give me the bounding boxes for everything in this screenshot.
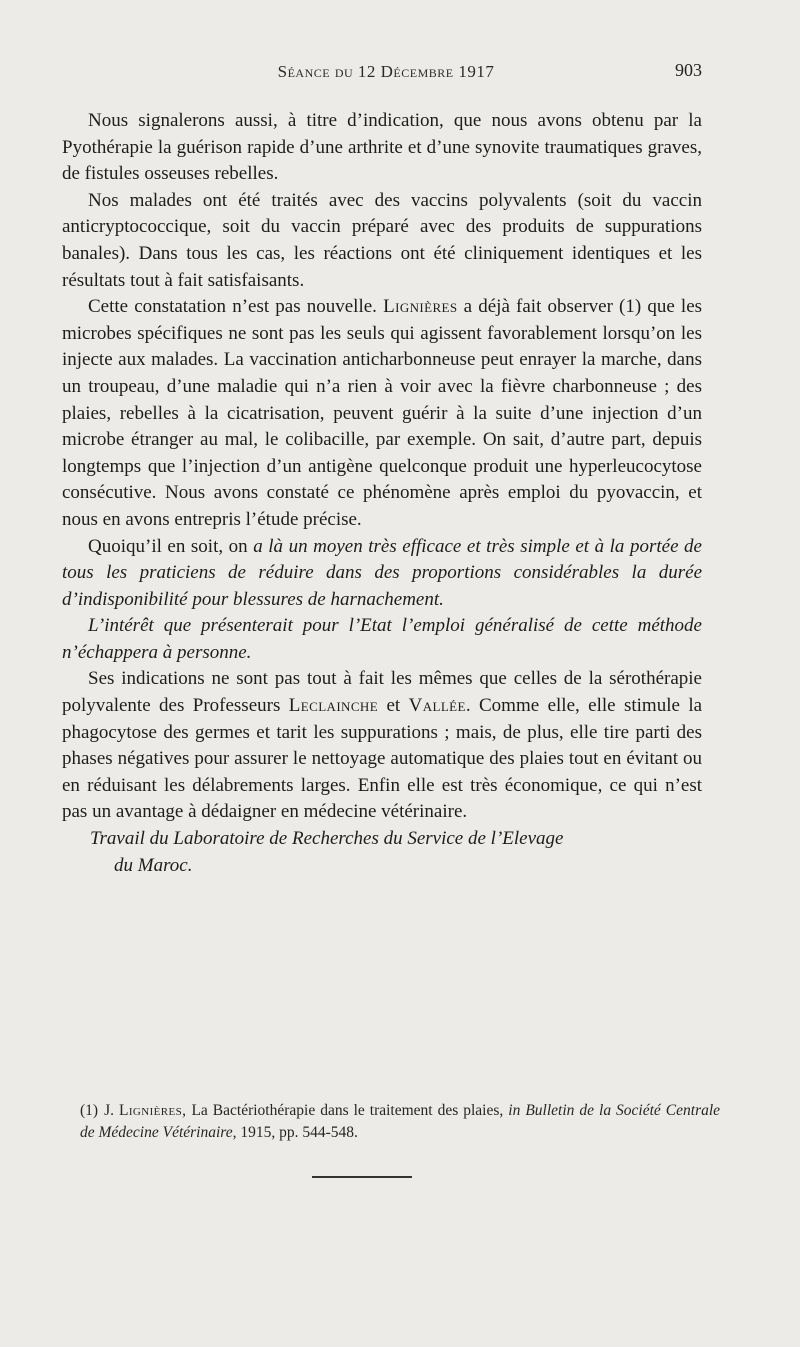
- paragraph-6: [62, 666, 702, 826]
- paragraph-1: Nous signalerons aussi, à titre d’indication, que nous avons obtenu par la Pyothérapie la guérison rapide d’une arthrite et d’une synovite traumatiques graves, de fistules osseuses rebelles.: [62, 110, 702, 185]
- author-name-lignieres: Lignières: [383, 296, 458, 318]
- author-name-vallee: Vallée: [408, 695, 466, 717]
- page-number: 903: [675, 60, 702, 80]
- footnote-year-pages: 1915, pp. 544-548.: [240, 1124, 358, 1141]
- paragraph-4: [62, 534, 702, 614]
- footnote-marker: (1): [80, 1102, 99, 1119]
- running-title: Séance du 12 Décembre 1917: [277, 62, 495, 81]
- paragraph-2: Nos malades ont été traités avec des vaccins polyvalents (soit du vaccin anticryptococcique, soit du vaccin préparé avec des produits de suppurations banales). Dans tous les cas, les réactions ont été cliniquement identiques et les résultats tout à fait satisfaisants.: [62, 189, 702, 291]
- credit-line-1: Travail du Laboratoire de Recherches du Service de l’Elevage: [90, 828, 564, 850]
- footnote-source: in Bulletin de la Société Centrale de Médecine Vétérinaire,: [80, 1102, 721, 1141]
- paragraph-3-start: Cette constatation n’est pas nouvelle.: [88, 296, 377, 318]
- author-name-leclainche: Leclainche: [288, 695, 379, 717]
- paragraph-6-rest: . Comme elle, elle stimule la phagocytose des germes et tarit les suppurations ; mais, de plus, elle tire parti des phases négatives pour assurer le nettoyage automatique des plaies tout en évitant ou en réduisant les délabrements larges. Enfin elle est très économique, ce qui n’est pas un avantage à dédaigner en médecine vétérinaire.: [62, 695, 703, 823]
- paragraph-4-emphasis: a là un moyen très efficace et très simple et à la portée de tous les praticiens de réduire dans des proportions considérables la durée d’indisponibilité pour blessures de harnachement.: [62, 535, 702, 610]
- body-text: [62, 108, 702, 879]
- footnote: [80, 1100, 720, 1144]
- paragraph-3-rest: a déjà fait observer (1) que les microbes spécifiques ne sont pas les seuls qui agissent favorablement lorsqu’on les injecte aux malades. La vaccination anticharbonneuse peut enrayer la marche, dans un troupeau, d’une maladie qui n’a rien à voir avec la fièvre charbonneuse ; des plaies, rebelles à la cicatrisation, peuvent guérir à la suite d’une injection d’un microbe étranger au mal, le colibacille, par exemple. On sait, d’autre part, depuis longtemps que l’injection d’un antigène quelconque produit une hyperleucocytose consécutive. Nous avons constaté ce phénomène après emploi du pyovaccin, et nous en avons entrepris l’étude précise.: [62, 296, 703, 530]
- credit-line-2: du Maroc.: [114, 854, 193, 876]
- footnote-author-initial: J.: [104, 1102, 114, 1119]
- running-header: [62, 62, 710, 88]
- footnote-author-name: Lignières,: [119, 1102, 187, 1119]
- paragraph-4-start: Quoiqu’il en soit, on: [88, 535, 248, 557]
- footnote-text: [80, 1100, 720, 1144]
- paragraph-5: L’intérêt que présenterait pour l’Etat l’emploi généralisé de cette méthode n’échappera à personne.: [62, 615, 702, 663]
- paragraph-3: [62, 294, 702, 533]
- footnote-title: La Bactériothérapie dans le traitement des plaies,: [191, 1102, 504, 1119]
- paragraph-6-start: Ses indications ne sont pas tout à fait les mêmes que celles de la sérothérapie polyvalente des Professeurs: [62, 668, 702, 717]
- end-rule: [312, 1176, 412, 1178]
- paragraph-6-and: et: [386, 695, 401, 717]
